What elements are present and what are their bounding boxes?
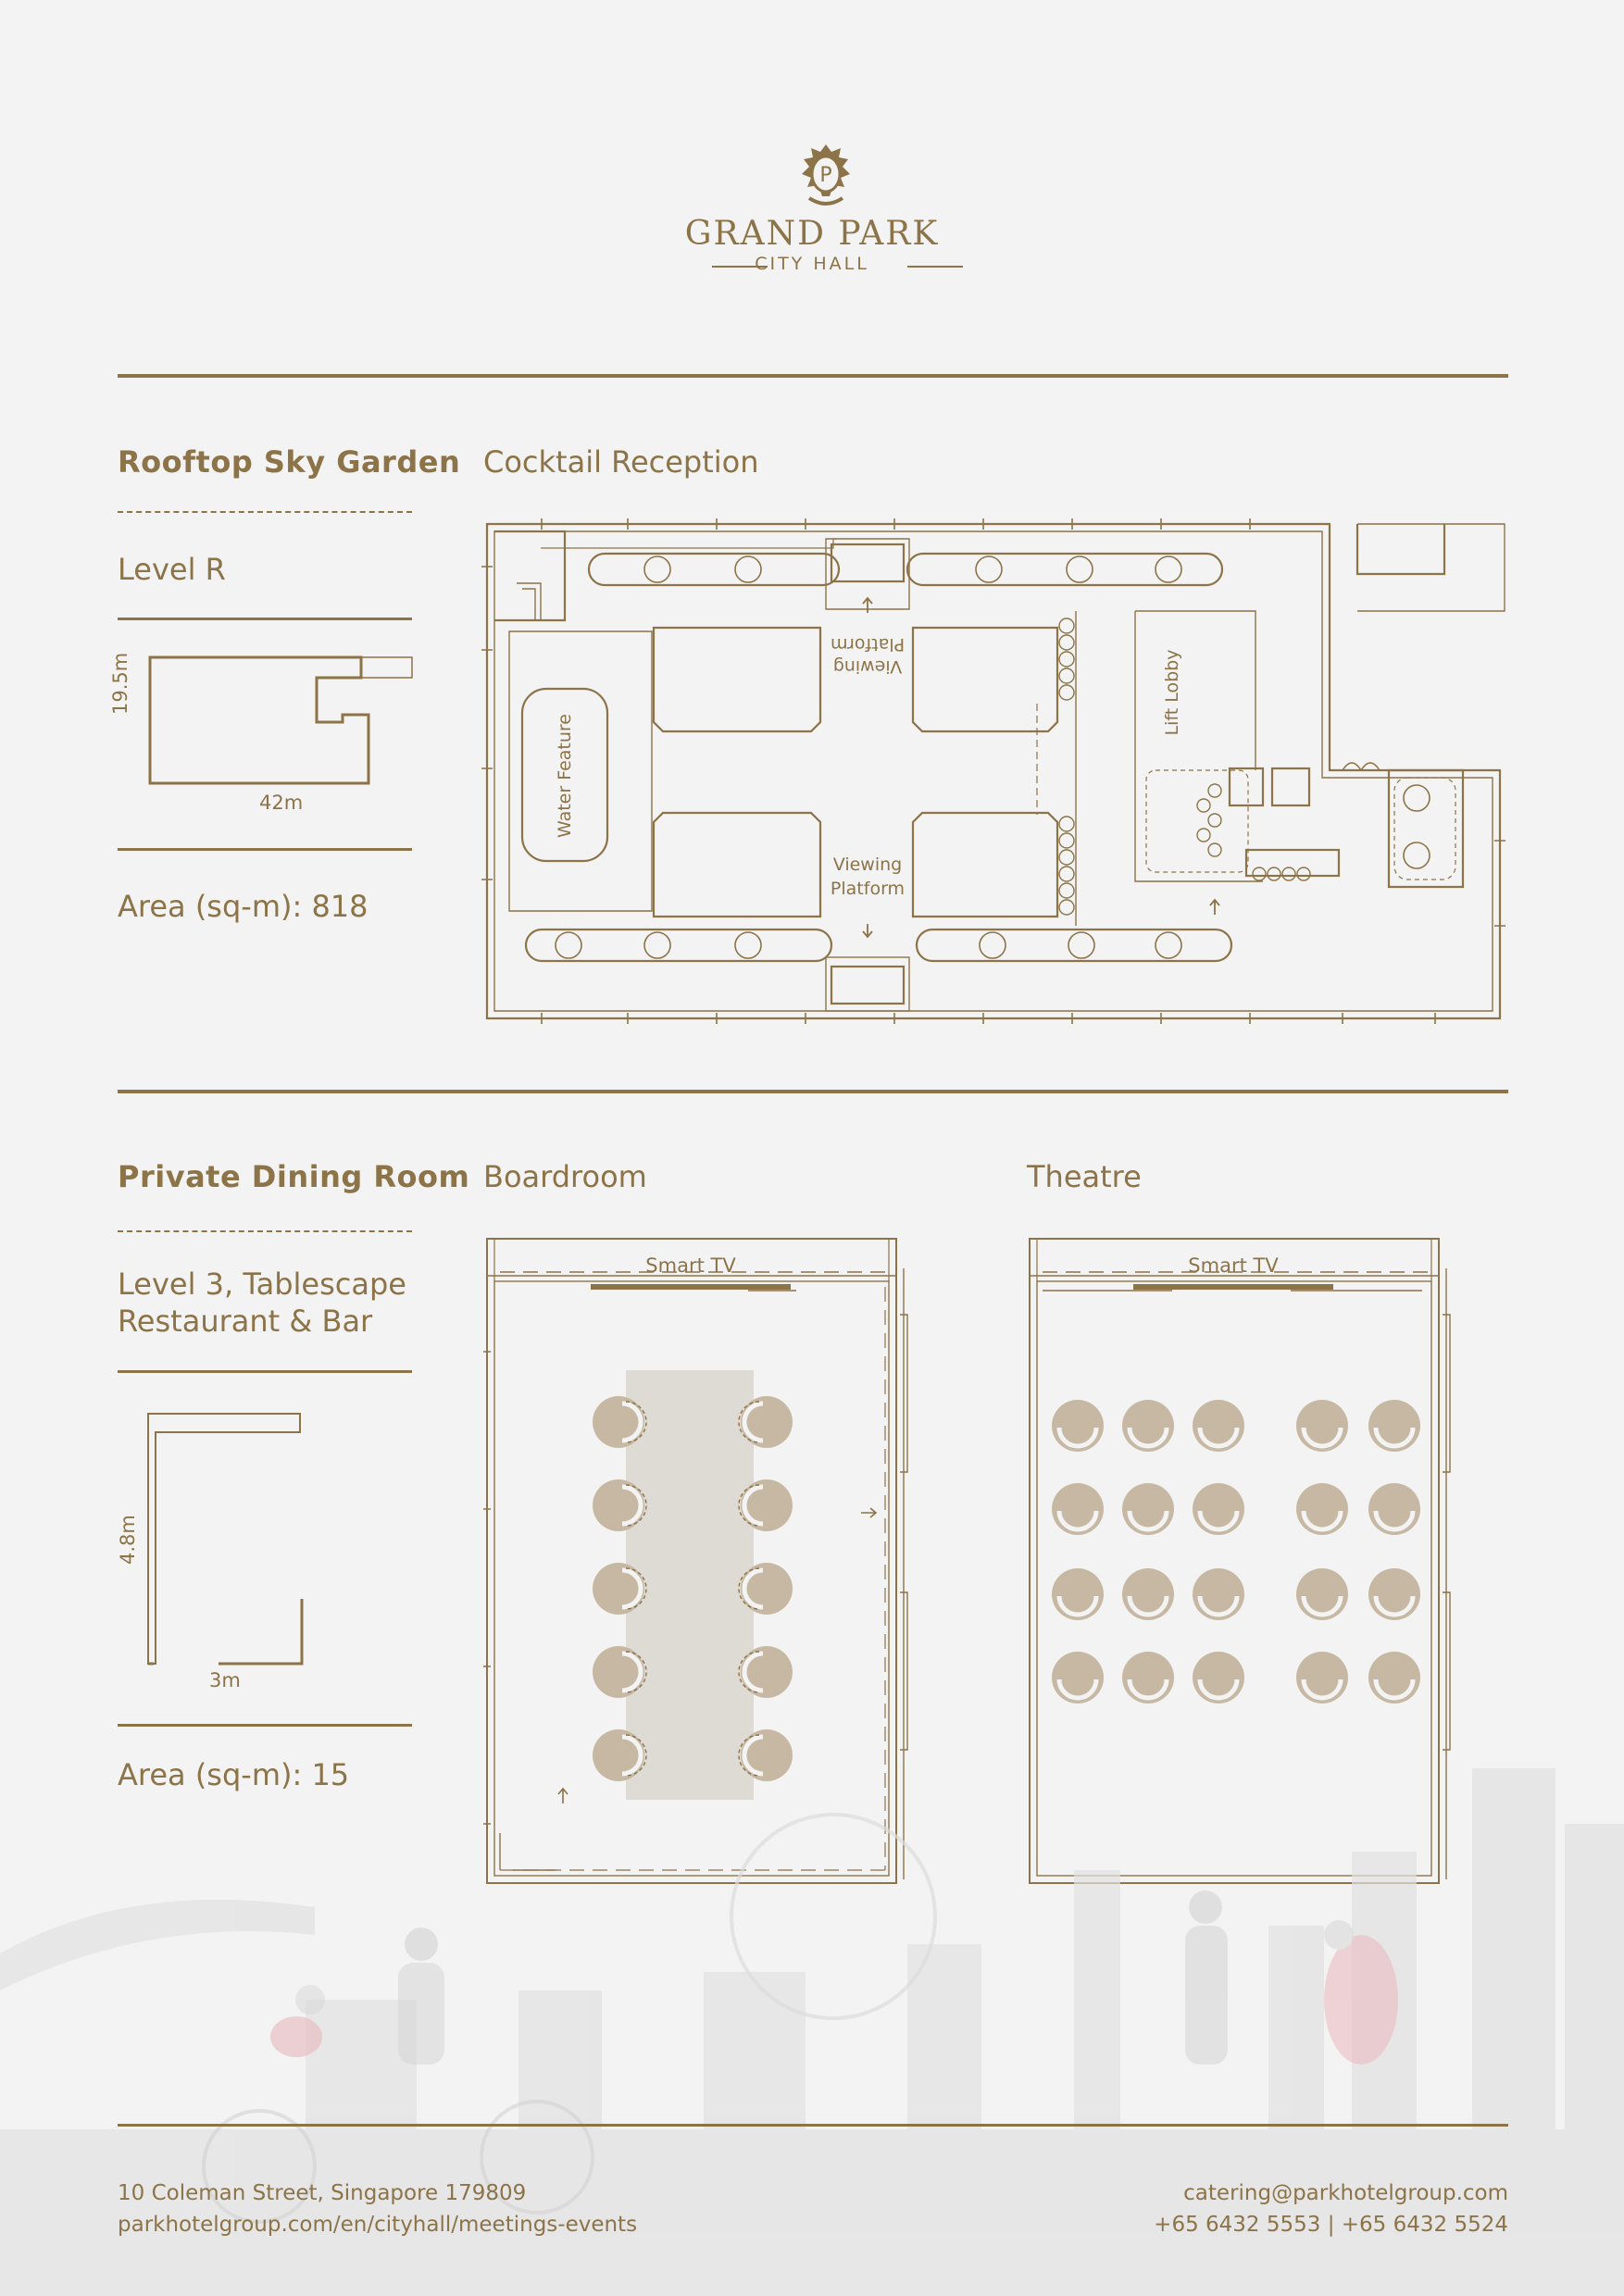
chair (1368, 1483, 1420, 1535)
dining-level-line2: Restaurant & Bar (118, 1304, 373, 1339)
boardroom-title: Boardroom (483, 1159, 647, 1194)
footer-address: 10 Coleman Street, Singapore 179809 (118, 2181, 527, 2205)
dining-outline-diagram (139, 1403, 324, 1671)
footer-email-link[interactable]: catering@parkhotelgroup.com (1183, 2181, 1508, 2205)
dining-dashed-divider (118, 1230, 412, 1232)
chair (1193, 1400, 1244, 1452)
rooftop-area: Area (sq-m): 818 (118, 889, 369, 924)
chair (1052, 1568, 1104, 1620)
chair (1368, 1400, 1420, 1452)
dining-height-dimension: 4.8m (117, 1515, 139, 1565)
chair (1368, 1568, 1420, 1620)
viewing-platform-top-label-1: Viewing (832, 656, 903, 677)
dining-divider-1 (118, 1370, 412, 1373)
chair (1296, 1400, 1348, 1452)
rooftop-divider-1 (118, 618, 412, 620)
chair (1122, 1400, 1174, 1452)
chair (1122, 1652, 1174, 1703)
dining-title: Private Dining Room (118, 1159, 470, 1194)
svg-text:P: P (819, 164, 832, 187)
rooftop-height-dimension: 19.5m (109, 652, 131, 715)
rooftop-title: Rooftop Sky Garden (118, 444, 461, 480)
rooftop-divider-2 (118, 848, 412, 851)
rooftop-level: Level R (118, 552, 226, 587)
boardroom-tv-label: Smart TV (645, 1254, 736, 1277)
brand-name: GRAND PARK (684, 215, 940, 253)
rooftop-width-dimension: 42m (259, 792, 304, 814)
theatre-tv-label: Smart TV (1188, 1254, 1279, 1277)
chair (1193, 1483, 1244, 1535)
lift-lobby-label: Lift Lobby (1162, 649, 1182, 736)
dining-width-dimension: 3m (209, 1669, 241, 1691)
chair (1193, 1568, 1244, 1620)
cocktail-reception-title: Cocktail Reception (483, 444, 759, 480)
chair (1052, 1652, 1104, 1703)
theatre-title: Theatre (1027, 1159, 1142, 1194)
cocktail-reception-floorplan (481, 518, 1509, 1028)
dining-area: Area (sq-m): 15 (118, 1757, 350, 1792)
dining-level-line1: Level 3, Tablescape (118, 1267, 406, 1302)
chair (1052, 1483, 1104, 1535)
chair (1368, 1652, 1420, 1703)
footer-website-link[interactable]: parkhotelgroup.com/en/cityhall/meetings-events (118, 2213, 638, 2237)
footer-divider (118, 2124, 1508, 2127)
chair (1296, 1568, 1348, 1620)
crest-icon (789, 139, 863, 213)
chair (1296, 1483, 1348, 1535)
brand-subtitle: CITY HALL (755, 254, 869, 274)
chair (1122, 1483, 1174, 1535)
viewing-platform-top-label-2: Platform (830, 634, 906, 655)
water-feature-label: Water Feature (555, 713, 575, 839)
rooftop-dashed-divider (118, 511, 412, 513)
dining-divider-2 (118, 1724, 412, 1727)
section-divider-top (118, 374, 1508, 378)
viewing-platform-bottom-label-2: Platform (830, 879, 906, 899)
footer-phones: +65 6432 5553 | +65 6432 5524 (1154, 2213, 1508, 2237)
chair (1052, 1400, 1104, 1452)
chair (1296, 1652, 1348, 1703)
section-divider-middle (118, 1090, 1508, 1093)
chair (1122, 1568, 1174, 1620)
brand-logo (0, 130, 1624, 287)
viewing-platform-bottom-label-1: Viewing (832, 855, 903, 875)
brand-subtitle-rule-right (907, 266, 963, 268)
chair (1193, 1652, 1244, 1703)
